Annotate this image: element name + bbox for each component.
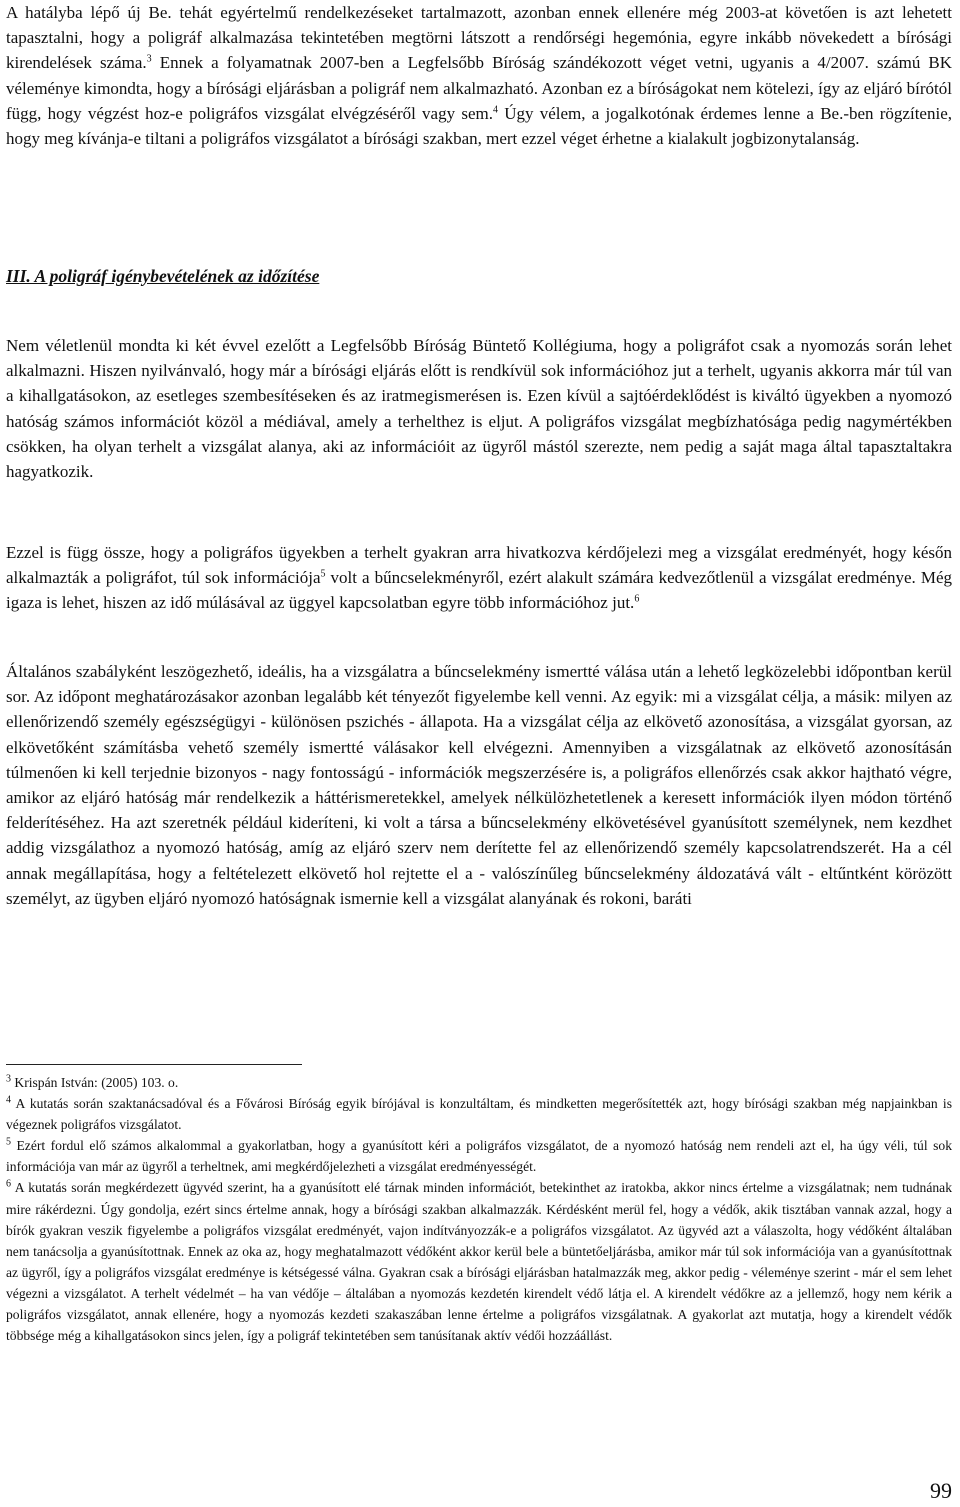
footnote-number: 3 bbox=[6, 1073, 11, 1085]
footnote-number: 4 bbox=[6, 1094, 11, 1106]
footnote-text: Ezért fordul elő számos alkalommal a gyakorlatban, hogy a gyanúsított kéri a poligráfos vizsgálatot, de a nyomozó hatóság nem rendeli azt el, ha úgy véli, túl sok információja van már az ügyről a terheltnek, ami megkérdőjelezheti a vizsgálat eredményességét. bbox=[6, 1138, 952, 1175]
paragraph-text: Ezzel is függ össze, hogy a poligráfos ügyekben a terhelt gyakran arra hivatkozva kérdőjelezi meg a vizsgálat eredményét, hogy későn alkalmazták a poligráfot, túl sok információja bbox=[6, 543, 952, 588]
footnote-number: 6 bbox=[6, 1178, 11, 1190]
footnote bbox=[6, 1093, 952, 1135]
footnote-text: A kutatás során szaktanácsadóval és a Fővárosi Bíróság egyik bírójával is konzultáltam, és mindketten megerősítették azt, hogy bírósági szakban még napjainkban is végeznek poligráfos vizsgálatot. bbox=[6, 1096, 952, 1133]
footnotes bbox=[6, 1072, 952, 1346]
footnote-divider bbox=[6, 1064, 302, 1065]
paragraph-timing: Nem véletlenül mondta ki két évvel ezelőtt a Legfelsőbb Bíróság Büntető Kollégiuma, hogy a poligráfot csak a nyomozás során lehet alkalmazni. Hiszen nyilvánvaló, hogy már a bírósági eljárás előtt is rendkívül sok információhoz jut a terhelt, ugyanis akkorra már túl van a kihallgatásokon, az esetleges szembesítéseken és az iratmegismerésen is. Ezen kívül a sajtóérdeklődést is kiváltó ügyekben a nyomozó hatóság számos információt közöl a médiával, amely a terhelthez is eljut. A poligráfos vizsgálat megbízhatósága pedig nagymértékben csökken, ha olyan terhelt a vizsgálat alanya, aki az információit az ügyről mástól szerezte, nem pedig a saját maga által tapasztaltakra hagyatkozik. bbox=[6, 336, 952, 482]
footnote-ref[interactable]: 5 bbox=[320, 568, 326, 580]
paragraph-text: A hatályba lépő új Be. tehát egyértelmű rendelkezéseket tartalmazott, azonban ennek ellenére még 2003-at követően is azt lehetett tapasztalni, hogy a poligráf alkalmazása tekintetében megtörni látszott a rendőrségi hegemónia, egyre inkább növekedett a bírósági kirendelések száma. bbox=[6, 3, 952, 73]
footnote-number: 5 bbox=[6, 1136, 11, 1148]
footnote-text: Krispán István: (2005) 103. o. bbox=[11, 1075, 179, 1090]
footnote-ref[interactable]: 3 bbox=[146, 53, 152, 65]
paragraph-late-use bbox=[6, 540, 952, 616]
footnote bbox=[6, 1177, 952, 1346]
paragraph-text: volt a bűncselekményről, ezért alakult számára kedvezőtlenül a vizsgálat eredménye. Még igaza is lehet, hiszen az idő múlásával az üggyel kapcsolatban egyre több információhoz jut. bbox=[6, 568, 952, 613]
footnote bbox=[6, 1135, 952, 1177]
footnote-ref[interactable]: 4 bbox=[492, 104, 498, 116]
paragraph-text: Úgy vélem, a jogalkotónak érdemes lenne a Be.-ben rögzítenie, hogy meg kívánja-e tiltani a poligráfos vizsgálatot a bírósági szakban, mert ezzel véget érhetne a kialakult jogbizonytalanság. bbox=[6, 103, 952, 149]
paragraph-text: Ennek a folyamatnak 2007-ben a Legfelsőbb Bíróság szándékozott véget vetni, ugyanis a 4/2007. számú BK véleménye kimondta, hogy a bírósági eljárásban a poligráf nem alkalmazható. Azonban ez a bíróságokat nem kötelezi, így az eljáró bírótól függ, hogy végzést hoz-e poligráfos vizsgálat elvégzéséről vagy sem. bbox=[6, 53, 952, 123]
footnote-text: A kutatás során megkérdezett ügyvéd szerint, ha a gyanúsított elé tárnak minden információt, betekinthet az iratokba, akkor nincs értelme a vizsgálatnak; nem tudnának mire rákérdezni. Úgy gondolja, ezért sincs értelme annak, hogy a bírósági szakban alkalmazzák. Kérdésként merül fel, hogy a védők, akik tisztában vannak azzal, hogy a bírók gyakran veszik figyelembe a poligráfos vizsgálat eredményét, vajon indítványozzák-e a poligráfos vizsgálatot. Az ügyvéd azt a válaszolta, hogy védőként általában nem tanácsolja a gyanúsítottnak. Ennek az oka az, hogy meghatalmazott védőként akkor kerül bele a büntetőeljárásba, amikor már túl sok információja van a gyanúsítottnak az ügyről, így a poligráfos vizsgálat eredménye is kétségessé válna. Gyakran csak a bírósági eljárásban hatalmazzák meg, akkor pedig - véleménye szerint - már el sem lehet végezni a vizsgálatot. A terhelt védelmét – ha van védője – általában a nyomozás kezdetén kirendelt védő látja el. A kirendelt védőkre az a jellemző, hogy nem kérik a poligráfos vizsgálatot, annak ellenére, hogy a nyomozás kezdeti szakaszában lenne értelme a poligráfos vizsgálatnak. A gyakorlat azt mutatja, hogy a kirendelt védők többsége még a kihallgatásokon sincs jelen, így a poligráf tekintetében sem tanúsítanak aktív védői hozzáállást. bbox=[6, 1180, 952, 1344]
paragraph-intro bbox=[6, 0, 952, 151]
footnote-ref[interactable]: 6 bbox=[634, 593, 640, 605]
section-heading: III. A poligráf igénybevételének az időzítése bbox=[6, 266, 320, 286]
page-number: 99 bbox=[930, 1478, 952, 1503]
footnote bbox=[6, 1072, 952, 1093]
paragraph-general-rule: Általános szabályként leszögezhető, ideális, ha a vizsgálatra a bűncselekmény ismertté válása után a lehető legközelebbi időpontban kerül sor. Az időpont meghatározásakor azonban legalább két tényezőt figyelembe kell venni. Az egyik: mi a vizsgálat célja, a másik: milyen az ellenőrizendő személy egészségügyi - különösen pszichés - állapota. Ha a vizsgálat célja az elkövető azonosítása, a vizsgálat gyorsan, az elkövetőként számításba vehető személy ismertté válásakor kell elvégezni. Amennyiben a vizsgálatnak az elkövető azonosításán túlmenően ki kell terjednie bizonyos - nagy fontosságú - információk megszerzésére is, a poligráfos ellenőrzés csak akkor hajtható végre, amikor az eljáró hatóság már rendelkezik a háttérismeretekkel, amelyek nélkülözhetetlenek a keresett információk ilyen módon történő felderítéséhez. Ha azt szeretnék például kideríteni, ki volt a társa a bűncselekmény elkövetésével gyanúsított személynek, nem kezdhet addig vizsgálathoz a nyomozó hatóság, amíg az eljáró szerv nem derítette fel az ellenőrizendő személy kapcsolatrendszerét. Ha a cél annak megállapítása, hogy a feltételezett elkövető hol rejtette el a - valószínűleg bűncselekmény áldozatává vált - eltűntként körözött személyt, az ügyben eljáró nyomozó hatóságnak ismernie kell a vizsgálat alanyának és rokoni, baráti bbox=[6, 662, 952, 908]
